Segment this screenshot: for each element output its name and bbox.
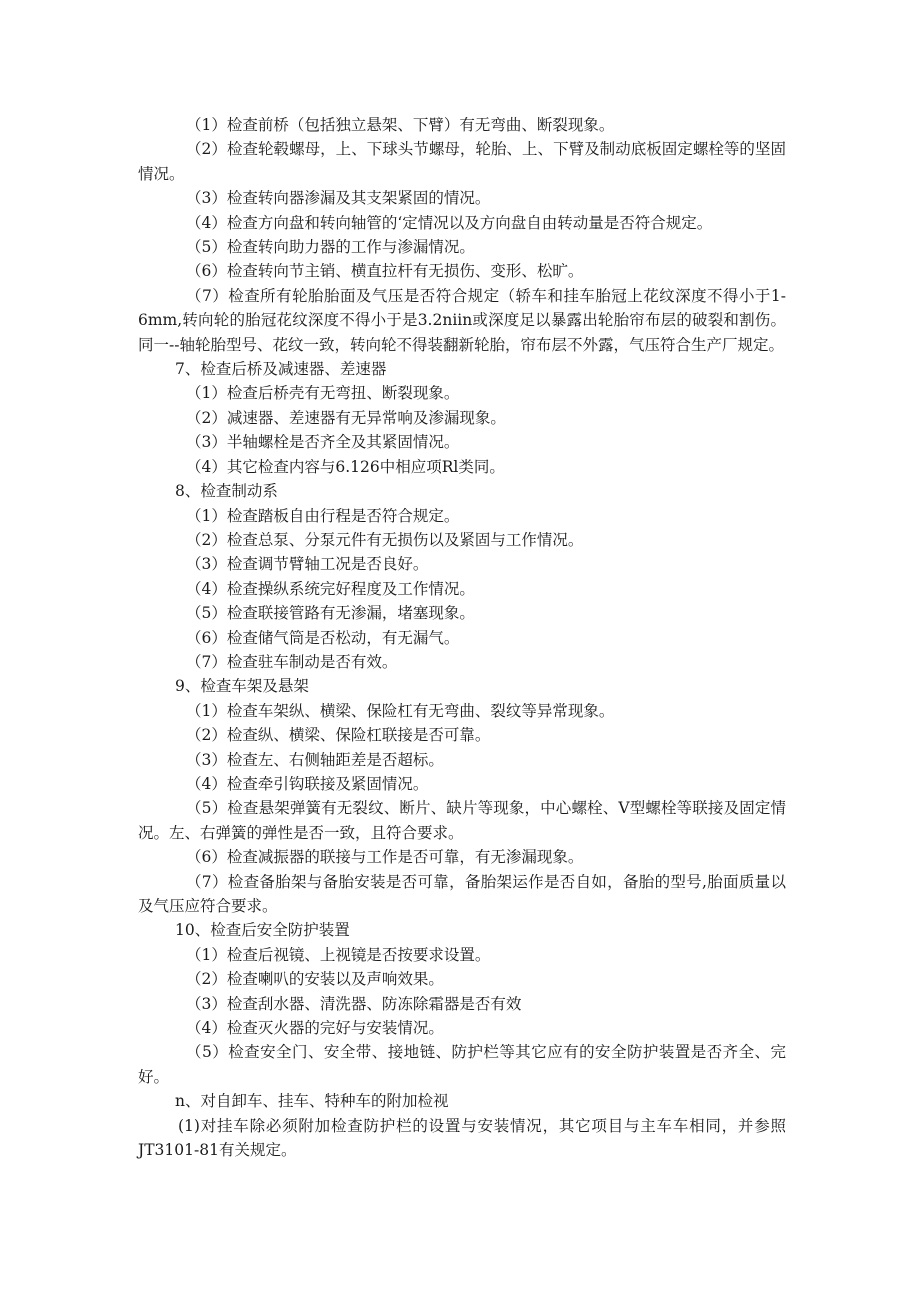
section-heading: n、对自卸车、挂车、特种车的附加检视 (175, 1092, 449, 1111)
list-item: （6）检查储气筒是否松动，有无漏气。 (186, 628, 460, 647)
list-item: （2）减速器、差速器有无异常响及渗漏现象。 (186, 408, 506, 427)
list-item: （6）检查减振器的联接与工作是否可靠，有无渗漏现象。 (186, 848, 584, 867)
list-item: （5）检查悬架弹簧有无裂纹、断片、缺片等现象，中心螺栓、V型螺栓等联接及固定情况。左、右弹簧的弹性是否一致，且符合要求。 (138, 799, 786, 842)
list-item: （1）检查前桥（包括独立悬架、下臂）有无弯曲、断裂现象。 (186, 116, 615, 134)
list-item: （2）检查纵、横梁、保险杠联接是否可靠。 (186, 726, 491, 745)
list-item: （4）检查灭火器的完好与安装情况。 (186, 1019, 444, 1038)
section-heading: 10、检查后安全防护装置 (175, 921, 350, 940)
list-item: （3）检查调节臂轴工况是否良好。 (186, 555, 429, 574)
list-item: （7）检查驻车制动是否有效。 (186, 652, 398, 671)
list-item: （3）检查转向器渗漏及其支架紧固的情况。 (186, 189, 491, 208)
list-item: （7）检查备胎架与备胎安装是否可靠，备胎架运作是否自如，备胎的型号,胎面质量以及气压应符合要求。 (138, 872, 786, 915)
list-item: （4）其它检查内容与6.126中相应项Rl类同。 (186, 457, 505, 476)
list-item: （4）检查方向盘和转向轴管的‘定情况以及方向盘自由转动量是否符合规定。 (186, 213, 713, 232)
list-item: （4）检查牵引钩联接及紧固情况。 (186, 774, 429, 793)
list-item: （7）检查所有轮胎胎面及气压是否符合规定（轿车和挂车胎冠上花纹深度不得小于1-6mm,转向轮的胎冠花纹深度不得小于是3.2niin或深度足以暴露出轮胎帘布层的破裂和割伤。同一--轴轮胎型号、花纹一致，转向轮不得装翻新轮胎，帘布层不外露，气压符合生产厂规定。 (138, 286, 786, 354)
list-item: （5）检查联接管路有无渗漏，堵塞现象。 (186, 604, 475, 623)
document-page (138, 113, 786, 1162)
list-item: （1）检查车架纵、横梁、保险杠有无弯曲、裂纹等异常现象。 (186, 701, 615, 720)
list-item: （2）检查轮毂螺母，上、下球头节螺母，轮胎、上、下臂及制动底板固定螺栓等的坚固情况。 (138, 140, 786, 183)
list-item: （2）检查喇叭的安装以及声响效果。 (186, 970, 444, 989)
section-heading: 7、检查后桥及减速器、差速器 (175, 360, 387, 379)
list-item: （5）检查安全门、安全带、接地链、防护栏等其它应有的安全防护装置是否齐全、完好。 (138, 1043, 786, 1086)
list-item: （2）检查总泵、分泵元件有无损伤以及紧固与工作情况。 (186, 530, 584, 549)
section-heading: 9、检查车架及悬架 (175, 677, 309, 696)
list-item: （3）检查刮水器、清洗器、防冻除霜器是否有效 (186, 994, 522, 1013)
list-item: （4）检查操纵系统完好程度及工作情况。 (186, 579, 475, 598)
list-item: (1)对挂车除必须附加检查防护栏的设置与安装情况，其它项目与主车车相同，并参照JT3101-81有关规定。 (138, 1116, 786, 1160)
list-item: （1）检查后桥壳有无弯扭、断裂现象。 (186, 384, 460, 403)
list-item: （6）检查转向节主销、横直拉杆有无损伤、变形、松旷。 (186, 262, 584, 281)
list-item: （3）检查左、右侧轴距差是否超标。 (186, 750, 444, 769)
list-item: （1）检查后视镜、上视镜是否按要求设置。 (186, 945, 491, 964)
section-heading: 8、检查制动系 (175, 482, 278, 501)
list-item: （3）半轴螺栓是否齐全及其紧固情况。 (186, 433, 460, 452)
list-item: （5）检查转向助力器的工作与渗漏情况。 (186, 238, 475, 257)
list-item: （1）检查踏板自由行程是否符合规定。 (186, 506, 460, 525)
